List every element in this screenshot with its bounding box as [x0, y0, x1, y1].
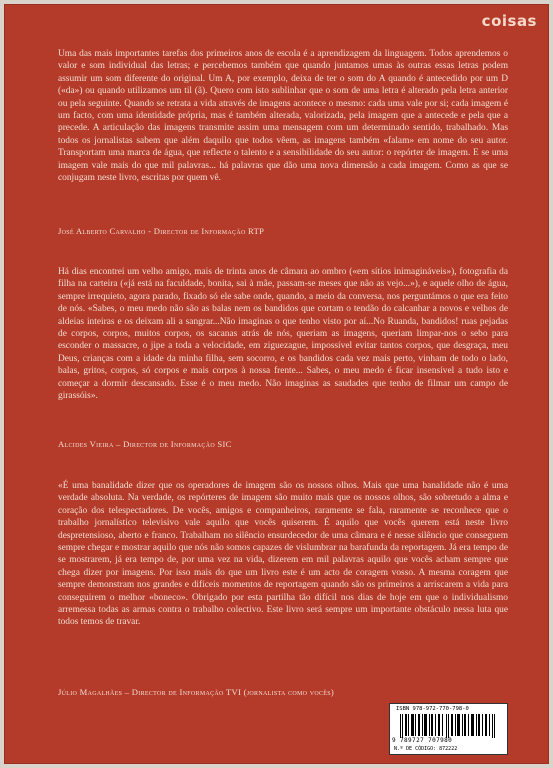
publisher-logo: coisas — [481, 12, 537, 30]
product-code: N.º DE CÓDIGO: 872222 — [394, 746, 458, 752]
paragraph-sic: Há dias encontrei um velho amigo, mais de trinta anos de câmara ao ombro («em sítios inimagináveis»), fotografia da filha na carteira («já está na faculdade, bonita, sai à mãe, passam-se meses que não as vejo...»), e aquele olho de água, sempre irrequieto, agora parado, fixado só ele sabe onde, quando, a meio da conversa, nos perguntámos o que era feito de nós. «Sabes, o meu medo não são as balas nem os bandidos que cortam o tendão do calcanhar a novos e velhos de aldeias inteiras e os deixam ali a sangrar...Não imaginas o que tenho visto por aí...No Ruanda, bandidos! ruas pejadas de corpos, corpos, muitos corpos, os sacanas atrás de nós, queriam as imagens, queriam limpar-nos o sebo para esconder o massacre, o jipe a toda a velocidade, em ziguezague, impossível evitar tantos corpos, que desgraça, meu Deus, crianças com a idade da minha filha, sem socorro, e os bandidos cada vez mais perto, vinham de todo o lado, balas, gritos, corpos, só corpos e mais corpos à nossa frente... Sabes, o meu medo é ficar insensível a tudo isto e começar a dormir descansado. Esse é o meu medo. Não imaginas as saudades que tenho de filmar um campo de girassóis». — [58, 267, 508, 402]
signature-tvi: Júlio Magalhães – Director de Informação TVI (jornalista como vocês) — [58, 687, 335, 697]
barcode-label — [389, 703, 508, 755]
signature-sic: Alcides Vieira – Director de Informação SIC — [58, 439, 232, 449]
paragraph-tvi: «É uma banalidade dizer que os operadores de imagem são os nossos olhos. Mais que uma banalidade não é uma verdade absoluta. Na verdade, os repórteres de imagem são muito mais que os nossos olhos, são sobretudo a alma e coração dos telespectadores. De vocês, amigos e companheiros, raramente se fala, raramente se reconhece que o trabalho jornalístico televisivo vale aquilo que vocês quiserem. É aquilo que vocês querem está neste livro despretensioso, aberto e franco. Trabalham no silêncio ensurdecedor de uma câmara e é nesse silêncio que conseguem sempre chegar e mostrar aquilo que nós não somos capazes de vislumbrar na barafunda da reportagem. Já era tempo de se mostrarem, já era tempo de, por uma vez na vida, dizerem em mil palavras aquilo que vocês acham sempre que chega dizer por imagens. Por isso mais do que um livro este é um acto de coragem vosso. A mesma coragem que sempre demonstram nos grandes e difíceis momentos de reportagem quando são os primeiros a arriscarem a vida para conseguirem o melhor «boneco». Obrigado por esta partilha tão difícil nos dias de hoje em que o individualismo arremessa todas as armas contra o trabalho colectivo. Este livro será sempre um importante obstáculo nessa luta que todos temos de travar. — [58, 481, 508, 628]
barcode-icon — [400, 714, 500, 738]
signature-rtp: José Alberto Carvalho - Director de Informação RTP — [58, 226, 265, 236]
paragraph-rtp: Uma das mais importantes tarefas dos primeiros anos de escola é a aprendizagem da linguagem. Todos aprendemos o valor e som individual das letras; e percebemos também que quando juntamos umas às outras essas letras podem assumir um som diferente do original. Um A, por exemplo, deixa de ter o som do A quando é antecedido por um D («da») ou quando utilizamos um til (ã). Quero com isto sublinhar que o som de uma letra é alterado pela letra anterior ou pela seguinte. Quando se retrata a vida através de imagens acontece o mesmo: cada uma vale por si; cada imagem é um facto, com uma identidade própria, mas é também alterada, valorizada, pela imagem que a antecede e pela que a precede. A articulação das imagens transmite assim uma mensagem com um determinado sentido, trabalhado. Mas todos os jornalistas sabem que além daquilo que todos vêem, as imagens também «falam» em nome do seu autor. Transportam uma marca de água, que reflecte o talento e a sensibilidade do seu autor: o repórter de imagem. E se uma imagem vale mais do que mil palavras... há palavras que dão uma nova dimensão a cada imagem. Como as que se conjugam neste livro, escritas por quem vê. — [58, 49, 508, 184]
barcode-number: 9 789727 707980 — [392, 737, 453, 744]
back-cover — [4, 4, 549, 764]
isbn-text: ISBN 978-972-770-798-0 — [396, 706, 469, 712]
